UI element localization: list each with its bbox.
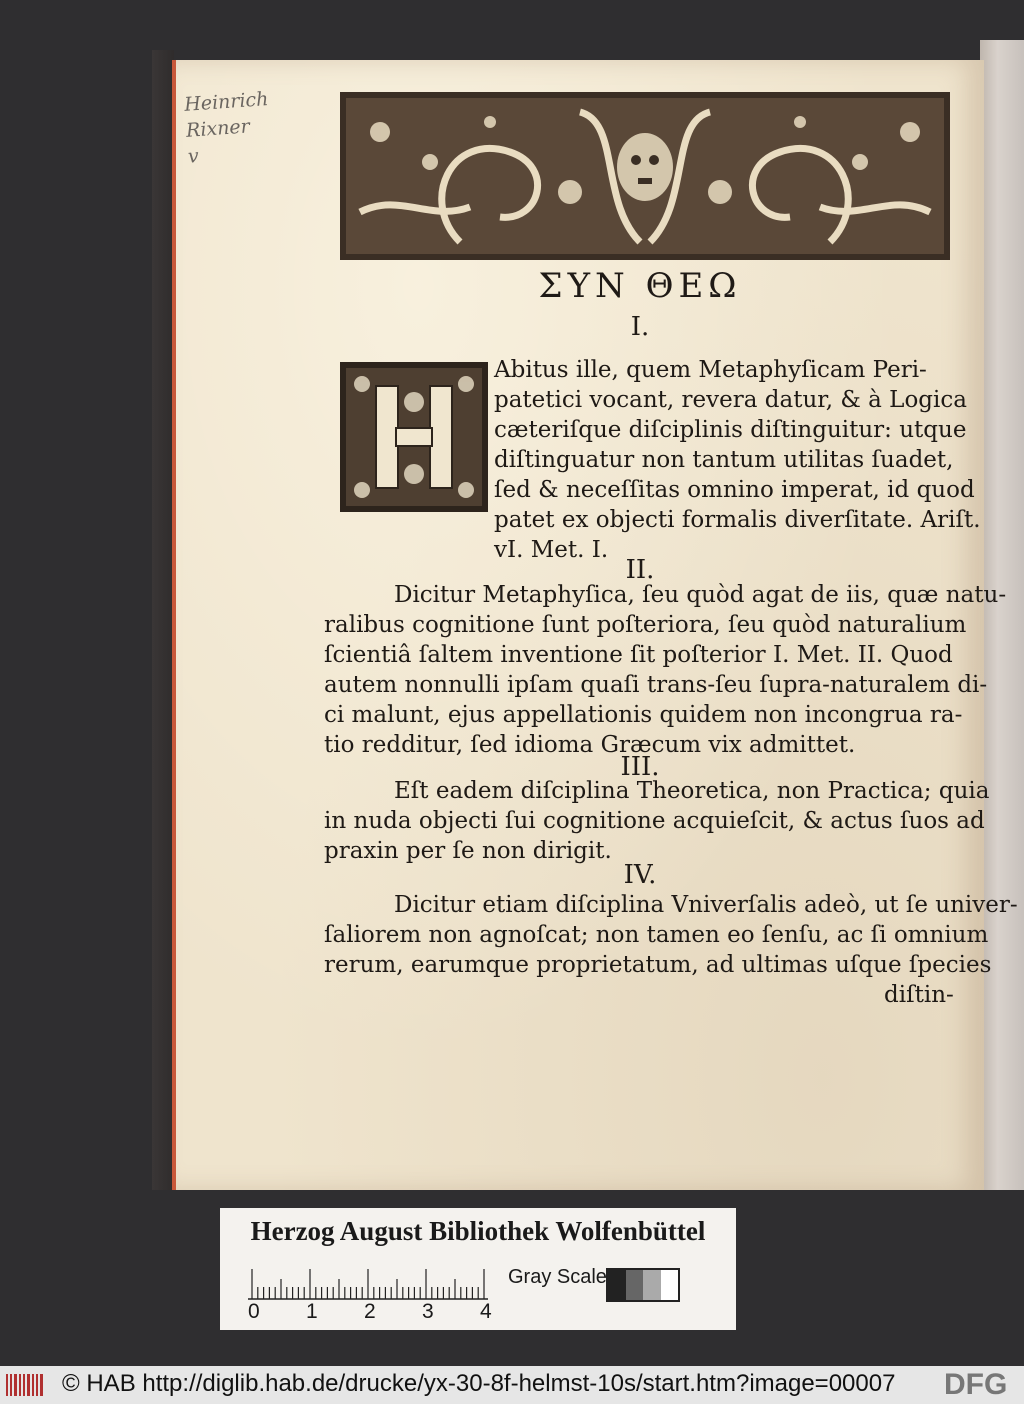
text-line: vI. Met. I. (494, 537, 609, 563)
text-line: rerum, earumque proprietatum, ad ultimas uſque ſpecies (324, 952, 992, 978)
text-line: patet ex objecti formalis diverſitate. Ariſt. (494, 507, 981, 533)
gray-scale-swatch (606, 1268, 680, 1302)
text-line: ralibus cognitione ſunt poſteriora, ſeu quòd naturalium (324, 612, 967, 638)
section-number: I. (630, 312, 650, 342)
handwriting-line: v (187, 145, 200, 168)
section-number: II. (625, 555, 655, 585)
text-line: ſed & neceſſitas omnino imperat, id quod (494, 477, 975, 503)
text-line: Dicitur Metaphyſica, ſeu quòd agat de iis, quæ natu- (394, 582, 1007, 608)
text-line: diſtinguatur non tantum utilitas ſuadet, (494, 447, 954, 473)
handwriting-line: Heinrich (183, 88, 270, 116)
ruler-number: 3 (422, 1300, 434, 1323)
ruler-number: 1 (306, 1300, 318, 1323)
footer-bar (0, 1366, 1024, 1404)
catchword: diſtin- (884, 982, 954, 1008)
text-line: autem nonnulli ipſam quaſi trans-ſeu ſupra-naturalem di- (324, 672, 988, 698)
text-line: praxin per ſe non dirigit. (324, 838, 612, 864)
text-line: ci malunt, ejus appellationis quidem non incongrua ra- (324, 702, 963, 728)
text-line: ſcientiâ ſaltem inventione ſit poſterior I. Met. II. Quod (324, 642, 953, 668)
handwritten-note (183, 84, 298, 169)
barcode-icon (6, 1372, 46, 1398)
handwriting-line: Rixner (185, 115, 251, 142)
text-line: in nuda objecti ſui cognitione acquieſcit, & actus ſuos ad (324, 808, 985, 834)
gray-scale-label: Gray Scale (508, 1266, 607, 1288)
ornamental-headpiece (340, 92, 950, 260)
color-calibration-card (220, 1208, 736, 1330)
text-line: Dicitur etiam diſciplina Vniverſalis adeò, ut ſe univer- (394, 892, 1018, 918)
text-line: tio redditur, ſed idioma Græcum vix admittet. (324, 732, 856, 758)
source-url[interactable]: © HAB http://diglib.hab.de/drucke/yx-30-8f-helmst-10s/start.htm?image=00007 (62, 1370, 896, 1397)
text-line: ſaliorem non agnoſcat; non tamen eo ſenſu, ac ſi omnium (324, 922, 989, 948)
section-number: IV. (623, 860, 657, 890)
ruler-number: 2 (364, 1300, 376, 1323)
text-line: Eſt eadem diſciplina Theoretica, non Practica; quia (394, 778, 990, 804)
ruler-number: 0 (248, 1300, 260, 1323)
ruler-scale (248, 1268, 488, 1300)
greek-heading: ΣΥΝ ΘΕΩ (538, 266, 742, 306)
drop-cap-h (340, 362, 488, 512)
text-line: Abitus ille, quem Metaphyſicam Peri- (494, 357, 927, 383)
text-line: cæteriſque diſciplinis diſtinguitur: utque (494, 417, 967, 443)
text-line: patetici vocant, revera datur, & à Logica (494, 387, 967, 413)
library-title: Herzog August Bibliothek Wolfenbüttel (250, 1216, 706, 1246)
section-number: III. (620, 752, 660, 782)
facing-page-edge (980, 40, 1024, 1190)
ruler-number: 4 (480, 1300, 492, 1323)
dfg-logo: DFG (944, 1368, 1008, 1401)
book-edge (152, 50, 174, 1190)
